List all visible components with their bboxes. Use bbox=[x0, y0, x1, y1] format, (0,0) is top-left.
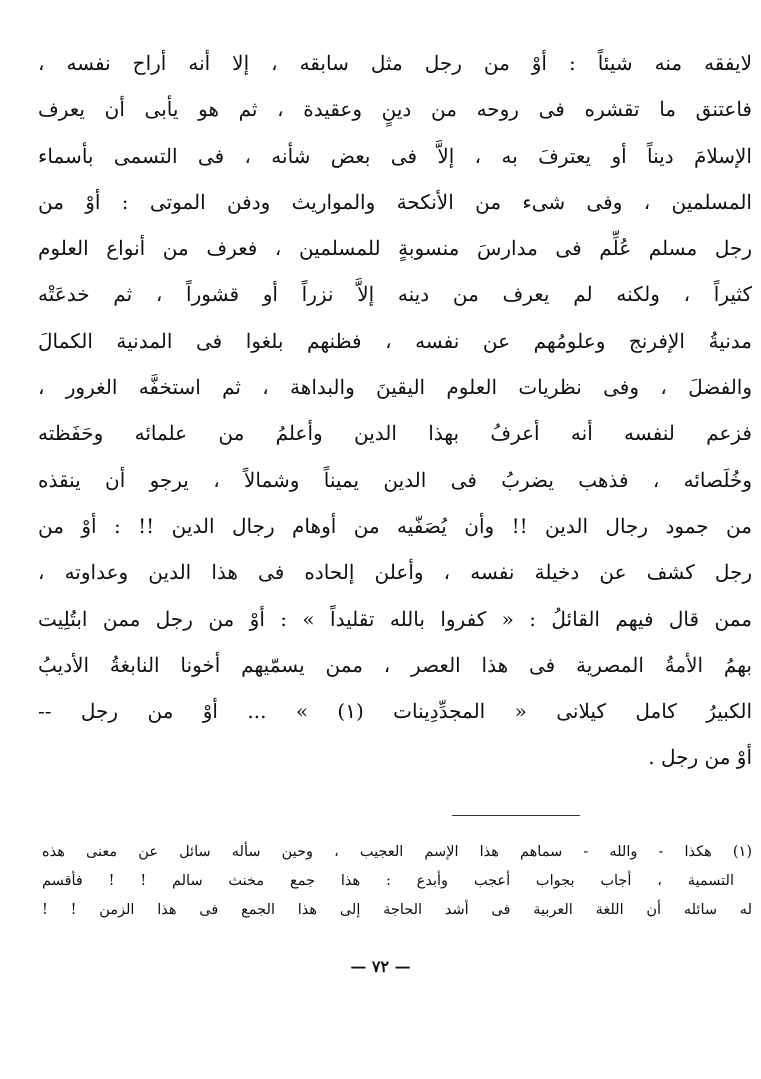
text-line: المسلمين ، وفى شىء من الأنكحة والمواريث ودفن الموتى : أوْ من bbox=[38, 189, 752, 214]
text-line-final: أوْ من رجل . bbox=[648, 745, 752, 770]
text-line: بهمُ الأمةُ المصرية فى هذا العصر ، ممن يسمّيهم أخونا النابغةُ الأديبُ bbox=[38, 652, 752, 677]
text-line: الإسلامَ ديناً أو يعترفَ به ، إلاَّ فى بعض شأنه ، فى التسمى بأسماء bbox=[38, 143, 752, 168]
text-line: كثيراً ، ولكنه لم يعرف من دينه إلاَّ نزراً أو قشوراً ، ثم خدعَتْه bbox=[38, 282, 752, 307]
text-line: رجل مسلم عُلِّم فى مدارسَ منسوبةٍ للمسلمين ، فعرف من أنواع العلوم bbox=[38, 236, 752, 261]
text-line: مدنيةُ الإفرنج وعلومُهم عن نفسه ، فظنهم بلغوا فى المدنية الكمالَ bbox=[38, 328, 752, 353]
text-line: فاعتنق ما تقشره فى روحه من دينٍ وعقيدة ، ثم هو يأبى أن يعرف bbox=[38, 97, 752, 122]
footnote-line: (١) هكذا - والله - سماهم هذا الإسم العجيب ، وحين سأله سائل عن معنى هذه bbox=[42, 844, 752, 860]
footnote-separator bbox=[452, 815, 580, 816]
text-line: الكبيرُ كامل كيلانى « المجدِّدِينات (١) » ... أوْ من رجل -- bbox=[38, 699, 752, 724]
text-line: رجل كشف عن دخيلة نفسه ، وأعلن إلحاده فى هذا الدين وعداوته ، bbox=[38, 560, 752, 585]
footnote-line: التسمية ، أجاب بجواب أعجب وأبدع : هذا جمع مخنث سالم ! ! فأقسم bbox=[42, 873, 734, 889]
text-line: والفضلَ ، وفى نظريات العلوم اليقينَ والبداهة ، ثم استخفَّه الغرور ، bbox=[38, 375, 752, 400]
footnote-line: له سائله أن اللغة العربية فى أشد الحاجة إلى هذا الجمع فى هذا الزمن ! ! bbox=[42, 902, 752, 918]
text-line: وخُلَصائه ، فذهب يضربُ فى الدين يميناً وشمالاً ، يرجو أن ينقذه bbox=[38, 467, 753, 492]
main-text-block bbox=[38, 40, 752, 781]
text-line: فزعم لنفسه أنه أعرفُ بهذا الدين وأعلمُ من علمائه وحَفَظته bbox=[38, 421, 752, 446]
text-line: لايفقه منه شيئاً : أوْ من رجل مثل سابقه ، إلا أنه أراح نفسه ، bbox=[38, 51, 752, 75]
text-line: ممن قال فيهم القائلُ : « كفروا بالله تقليداً » : أوْ من رجل ممن ابتُلِيت bbox=[38, 606, 752, 631]
text-line: من جمود رجال الدين !! وأن يُصَفّيه من أوهام رجال الدين !! : أوْ من bbox=[38, 513, 752, 538]
page-number: — ٧٢ — bbox=[350, 957, 411, 976]
footnote-block bbox=[42, 838, 752, 925]
